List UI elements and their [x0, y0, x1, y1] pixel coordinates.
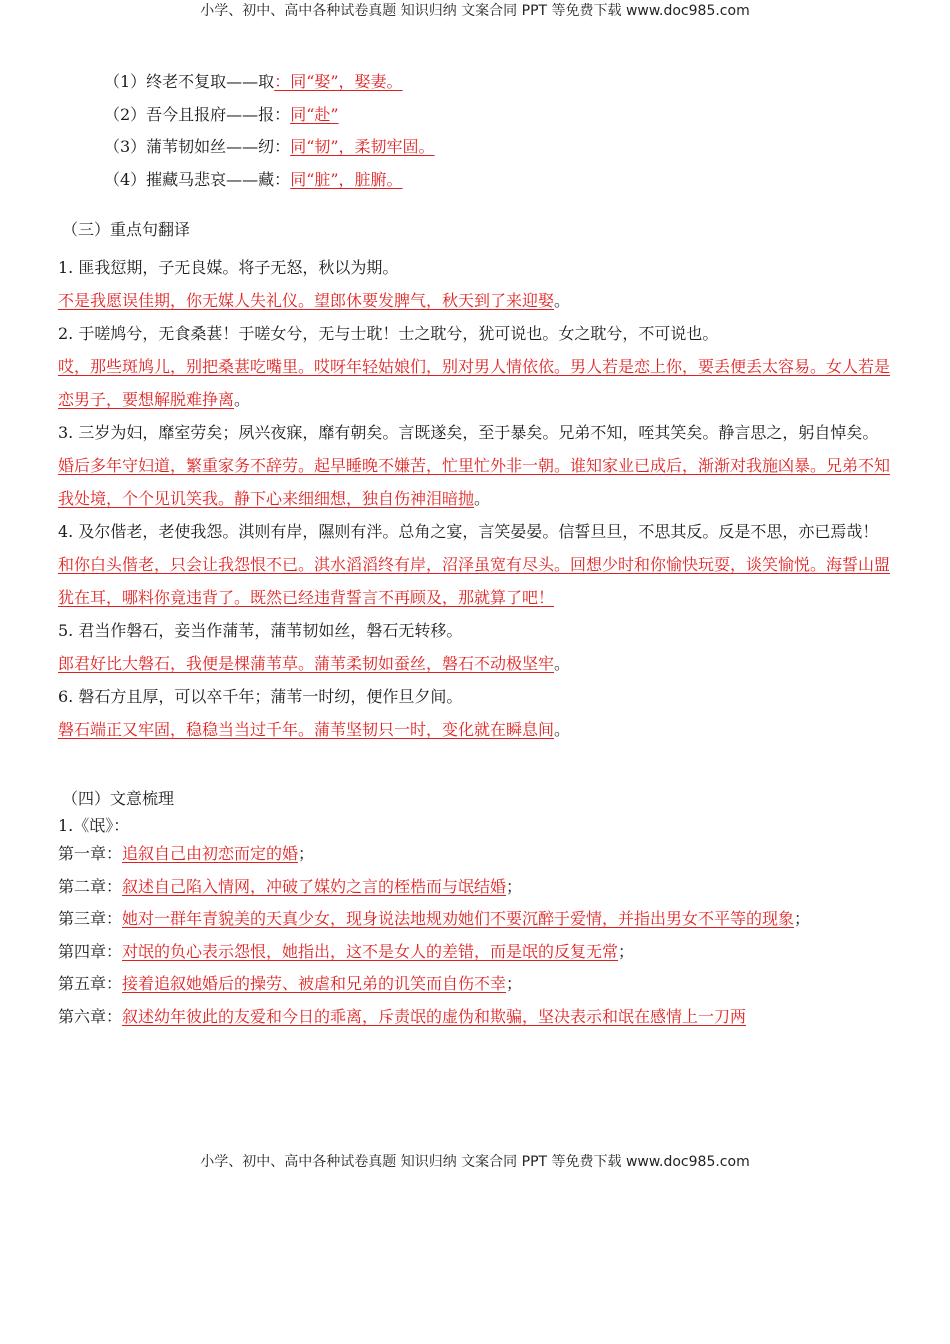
chapter-summary: 第三章：她对一群年青貌美的天真少女，现身说法地规劝她们不要沉醉于爱情，并指出男女不平等的现象；	[58, 909, 811, 928]
chapter-label: 第三章：	[58, 909, 123, 928]
tongjia-item	[58, 131, 893, 164]
section-title: （四）文意梳理	[62, 789, 175, 808]
document-body	[58, 66, 893, 1033]
chapter-summary: 第二章：叙述自己陷入情网，冲破了媒妁之言的桎梏而与氓结婚；	[58, 876, 523, 896]
chapter-label: 第五章：	[58, 974, 123, 993]
chapter-label: 第六章：	[58, 1006, 123, 1026]
tongjia-question: （2）吾今且报府——报：	[104, 104, 291, 124]
chapter-summary: 第四章：对氓的负心表示怨恨，她指出，这不是女人的差错，而是氓的反复无常；	[58, 941, 635, 961]
translation-answer: 和你白头偕老，只会让我怨恨不已。淇水滔滔终有岸，沼泽虽宽有尽头。回想少时和你愉快玩耍，谈笑愉悦。海誓山盟犹在耳，哪料你竟违背了。既然已经违背誓言不再顾及，那就算了吧！	[58, 555, 891, 607]
tongjia-item	[58, 99, 893, 132]
translation-question: 2. 于嗟鸠兮，无食桑葚！于嗟女兮，无与士耽！士之耽兮，犹可说也。女之耽兮，不可说也。	[58, 324, 719, 343]
subsection-title: 1.《氓》：	[58, 816, 130, 835]
chapter-label: 第二章：	[58, 876, 123, 896]
chapter-summary: 第五章：接着追叙她婚后的操劳、被虐和兄弟的讥笑而自伤不幸；	[58, 974, 523, 993]
chapter-label: 第一章：	[58, 844, 123, 863]
tongjia-answer: 同“赴”	[290, 104, 339, 124]
page-footer: 小学、初中、高中各种试卷真题 知识归纳 文案合同 PPT 等免费下载 www.doc985.com	[200, 1154, 750, 1170]
translation-question: 6. 磐石方且厚，可以卒千年；蒲苇一时纫，便作旦夕间。	[58, 687, 463, 706]
translation-question: 3. 三岁为妇，靡室劳矣；夙兴夜寐，靡有朝矣。言既遂矣，至于暴矣。兄弟不知，咥其笑矣。静言思之，躬自悼矣。	[58, 423, 879, 442]
tongjia-answer: 同“韧”，柔韧牢固。	[290, 137, 435, 156]
tongjia-item	[58, 164, 893, 197]
translation-answer: 不是我愿误佳期，你无媒人失礼仪。望郎休要发脾气，秋天到了来迎娶。	[58, 291, 571, 310]
tongjia-question: （3）蒲苇韧如丝——纫：	[104, 137, 291, 156]
tongjia-answer: ：同“娶”，娶妻。	[274, 72, 403, 91]
chapter-summary: 第一章：追叙自己由初恋而定的婚；	[58, 844, 315, 863]
page-header: 小学、初中、高中各种试卷真题 知识归纳 文案合同 PPT 等免费下载 www.doc985.com	[200, 3, 750, 19]
section-title: （三）重点句翻译	[62, 220, 191, 239]
translation-answer: 婚后多年守妇道，繁重家务不辞劳。起早睡晚不嫌苦，忙里忙外非一朝。谁知家业已成后，渐渐对我施凶暴。兄弟不知我处境，个个见讥笑我。静下心来细细想，独自伤神泪暗抛。	[58, 456, 891, 508]
translation-answer: 郎君好比大磐石，我便是棵蒲苇草。蒲苇柔韧如蚕丝，磐石不动极坚牢。	[58, 654, 571, 673]
translation-answer: 哎，那些斑鸠儿，别把桑葚吃嘴里。哎呀年轻姑娘们，别对男人情依依。男人若是恋上你，要丢便丢太容易。女人若是恋男子，要想解脱难挣离。	[58, 357, 891, 409]
chapter-label: 第四章：	[58, 941, 123, 961]
tongjia-item	[58, 66, 893, 99]
tongjia-question: （1）终老不复取——取	[104, 72, 275, 91]
translation-question: 1. 匪我愆期，子无良媒。将子无怒，秋以为期。	[58, 258, 399, 277]
chapter-summary: 第六章：叙述幼年彼此的友爱和今日的乖离，斥责氓的虚伪和欺骗，坚决表示和氓在感情上一刀两	[58, 1006, 747, 1026]
translation-question: 5. 君当作磐石，妾当作蒲苇，蒲苇韧如丝，磐石无转移。	[58, 621, 463, 640]
translation-question: 4. 及尔偕老，老使我怨。淇则有岸，隰则有泮。总角之宴，言笑晏晏。信誓旦旦，不思其反。反是不思，亦已焉哉！	[58, 522, 879, 541]
tongjia-answer: 同“脏”，脏腑。	[290, 169, 403, 189]
translation-answer: 磐石端正又牢固，稳稳当当过千年。蒲苇坚韧只一时，变化就在瞬息间。	[58, 720, 571, 739]
tongjia-question: （4）摧藏马悲哀——藏：	[104, 169, 291, 189]
